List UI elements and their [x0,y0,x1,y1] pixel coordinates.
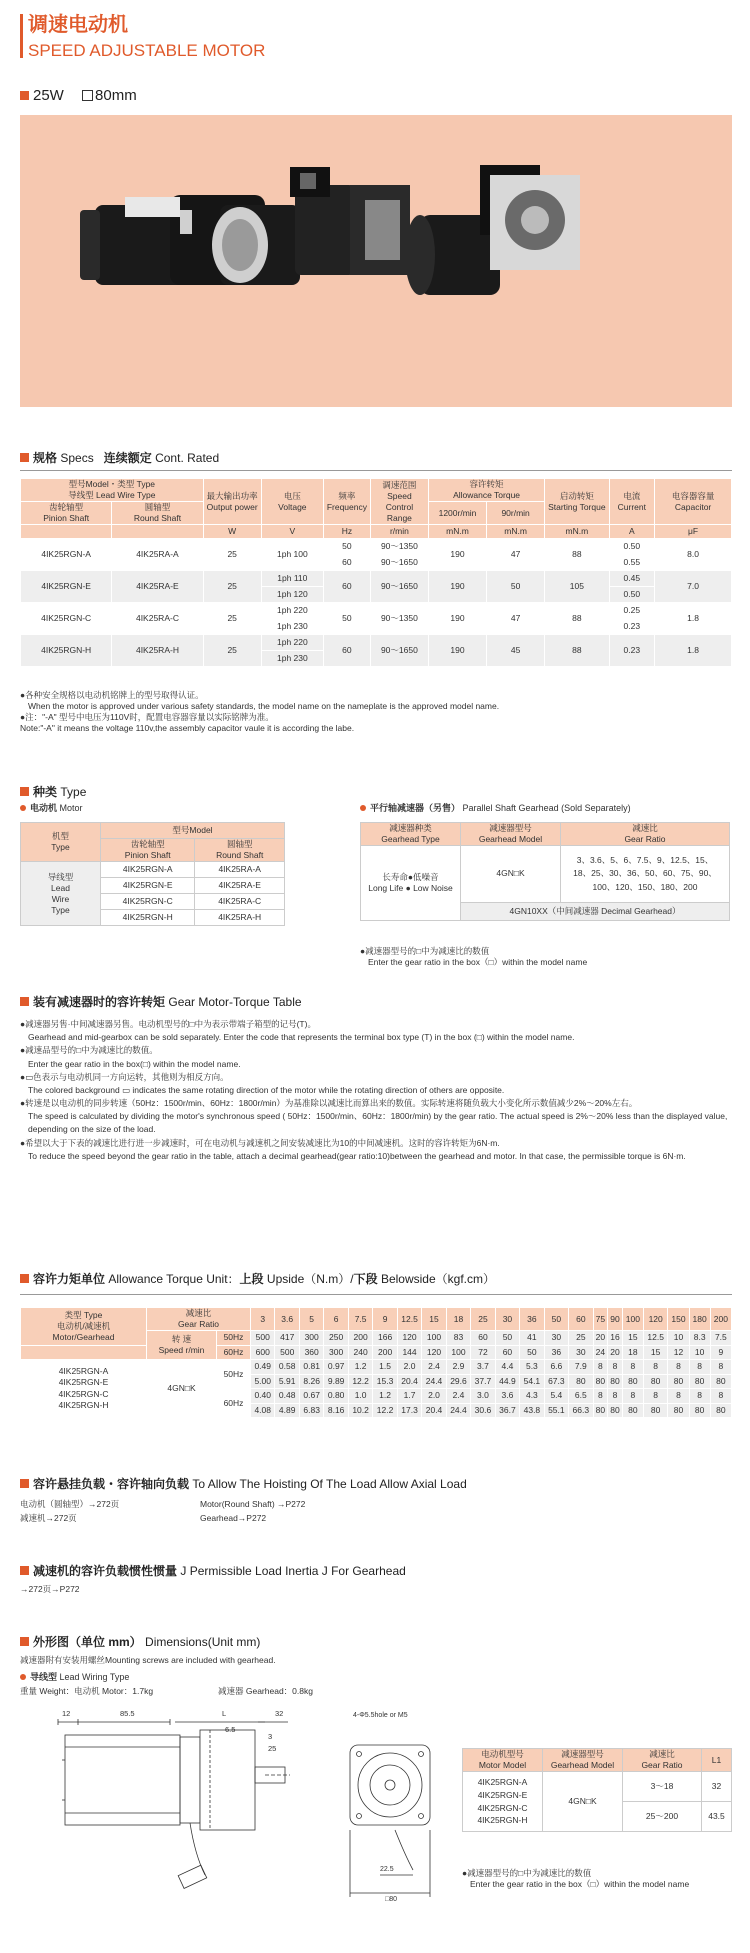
table-cell: 2.4 [446,1389,470,1404]
type-heading: 种类 Type [20,785,86,801]
table-cell: 2.9 [446,1360,470,1375]
table-cell: 80 [569,1374,593,1389]
table-row: 25～200 43.5 [463,1802,732,1832]
allowance-heading: 容许力矩单位 Allowance Torque Unit：上段 Upside（N.m）/下段 Belowside（kgf.cm） [20,1272,495,1288]
table-cell: 8 [689,1360,710,1375]
table-cell: 9 [373,1308,397,1331]
table-cell: 9 [710,1345,731,1360]
specs-th-model: 型号Model・类型 Type 导线型 Lead Wire Type [21,479,204,502]
table-cell: 24.4 [446,1403,470,1418]
bullet-square-icon [20,1566,29,1575]
table-cell: 16 [608,1331,623,1346]
table-cell: 83 [446,1331,470,1346]
bullet-square-icon [20,1637,29,1646]
table-cell: 80 [643,1374,667,1389]
table-cell: 67.3 [544,1374,568,1389]
bullet-square-icon [20,1479,29,1488]
table-cell: 30 [544,1331,568,1346]
table-cell: 10 [689,1345,710,1360]
table-cell: 200 [710,1308,731,1331]
table-cell: 6.6 [544,1360,568,1375]
table-cell: 50 [544,1308,568,1331]
table-cell: 3.7 [471,1360,495,1375]
table-row: 60 90～1650 0.55 [21,555,732,571]
dim-label: 32 [275,1709,284,1718]
table-cell: 80 [593,1374,608,1389]
table-cell: 12 [668,1345,689,1360]
torque-notes: ●减速器另售·中间减速器另售。电动机型号的□中为表示带端子箱型的记号(T)。 Gearhead and mid-gearbox can be sold separately. Enter the code that represents the terminal box type (T) in the box (□) within the model name. ●减速品型号的□中为减速比的数值。 Enter the gear ratio in the box(□) within the model name. ●▭色表示与电动机同一方向运转，其他则为相反方向。 The colored background ▭ indicates the same rotating direction of the motor while the rotating direction of others are opposite. ●转速是以电动机的同步转速（50Hz：1500r/min、60Hz：1800r/min）为基准除以减速比而算出来的数值。实际转速将随负载大小变化所示数值减少2%～20%左右。 The speed is calculated by dividing the motor's synchronous speed ( 50Hz：1500r/min、60Hz：1800r/min) by the gear ratio. The actual speed is 2%～20% less than the displayed value, depending on the size of the load. ●希望以大于下表的减速比进行进一步减速时，可在电动机与减速机之间安装减速比为10的中间减速机。这时的容许转矩为6N·m. To reduce the speed beyond the gear ratio in the table, attach a decimal gearhead(gear ratio:10)between the gearhead and motor. In that case, the permissible torque is 6N·m. [20,1019,728,1161]
table-cell: 36.7 [495,1403,519,1418]
table-cell: 55.1 [544,1403,568,1418]
table-cell: 80 [608,1374,623,1389]
dim-label: 25 [268,1744,277,1753]
table-cell: 8 [622,1360,643,1375]
table-cell: 3.6 [275,1308,299,1331]
table-cell: 360 [299,1345,323,1360]
motor-subheading: 电动机 Motor [20,803,83,815]
table-cell: 4.08 [251,1403,275,1418]
table-cell: 100 [622,1308,643,1331]
table-cell: 25 [471,1308,495,1331]
table-row: 4IK25RGN-E 4IK25RA-E [21,878,285,894]
table-cell: 100 [422,1331,446,1346]
table-cell: 25 [569,1331,593,1346]
table-cell: 43.8 [520,1403,544,1418]
table-cell: 1.2 [348,1360,372,1375]
table-cell: 24.4 [422,1374,446,1389]
table-cell: 60 [495,1345,519,1360]
weight-gearhead: 减速器 Gearhead：0.8kg [218,1686,313,1696]
bullet-square-icon [20,91,29,100]
table-cell: 54.1 [520,1374,544,1389]
table-cell: 0.81 [299,1360,323,1375]
inertia-link[interactable]: →272页→P272 [20,1584,80,1594]
table-cell: 0.97 [324,1360,348,1375]
allowance-table: 类型 Type 电动机/减速机 Motor/Gearhead 减速比 Gear Ratio 3 3.6 5 6 7.5 9 12.5 15 18 25 30 36 50 60 75 90 100 120 150 180 200 转 速 Speed r/min 50Hz 500 417 300 250 200 166 120 100 83 60 50 41 30 25 20 16 15 12.5 10 8.3 7.5 60Hz 600 500 360 300 240 200 144 120 100 72 60 50 36 30 24 20 18 15 12 10 9 4IK25RGN-A 4IK25RGN-E 4IK25RGN-C 4IK25RGN-H 4GN□K 50Hz 0.49 0.58 0.81 0.97 1.2 1.5 2.0 2.4 2.9 3.7 4.4 5.3 6.6 7.9 8 8 8 8 8 8 8 5.00 5.91 8.26 9.89 12.2 15.3 20.4 24.4 29.6 37.7 44.9 54.1 67.3 80 80 80 80 80 80 80 80 60Hz 0.40 0.48 0.67 0.80 1.0 1.2 1.7 2.0 2.4 3.0 3.6 4.3 5.4 6.5 8 8 8 8 8 8 8 4.08 4.89 6.83 8.16 10.2 12.2 17.3 20.4 24.4 30.6 36.7 43.8 55.1 66.3 80 80 80 80 80 80 80 [20,1307,732,1418]
specs-notes: ●各种安全规格以电动机铭牌上的型号取得认证。 When the motor is approved under various safety standards, the model name on the nameplate is the approved model name. ●注："-A" 型号中电压为110V时，配置电容器容量以实际铭牌为准。 Note:"-A" it means the voltage 110v,the assembly capacitor vaule it is according the labe. [20,690,500,734]
table-cell: 18 [622,1345,643,1360]
power-value: 25W [33,87,64,104]
table-row: 4IK25RGN-A 4IK25RA-A 25 1ph 100 50 90～1350 190 47 88 0.50 8.0 [21,539,732,555]
table-cell: 2.4 [422,1360,446,1375]
table-cell: 20 [593,1331,608,1346]
table-row: 导线型 Lead Wire Type 4IK25RGN-A 4IK25RA-A [21,862,285,878]
table-cell: 7.5 [710,1331,731,1346]
table-cell: 417 [275,1331,299,1346]
gearhead-table: 减速器种类 Gearhead Type 减速器型号 Gearhead Model 减速比 Gear Ratio 长寿命●低噪音 Long Life ● Low Noise 4GN□K 3、3.6、5、6、7.5、9、12.5、15、18、25、30、36、50、60、75、90、100、120、150、180、200 4GN10XX（中间减速器 Decimal Gearhead） [360,822,730,921]
table-cell: 0.80 [324,1389,348,1404]
table-cell: 180 [689,1308,710,1331]
table-cell: 50 [495,1331,519,1346]
table-cell: 0.49 [251,1360,275,1375]
table-cell: 3 [251,1308,275,1331]
bullet-dot-icon [20,805,26,811]
dimension-table: 电动机型号 Motor Model 减速器型号 Gearhead Model 减速比 Gear Ratio L1 4IK25RGN-A 4IK25RGN-E 4IK25RGN-C 4IK25RGN-H 4GN□K 3～18 32 25～200 43.5 [462,1748,732,1832]
table-row: 1ph 230 0.23 [21,619,732,635]
table-cell: 15.3 [373,1374,397,1389]
table-cell: 3.6 [495,1389,519,1404]
table-cell: 24 [593,1345,608,1360]
table-cell: 1.5 [373,1360,397,1375]
table-cell: 166 [373,1331,397,1346]
table-cell: 1.0 [348,1389,372,1404]
weight-motor: 重量 Weight：电动机 Motor：1.7kg [20,1686,154,1696]
table-cell: 4.4 [495,1360,519,1375]
hollow-square-icon [82,90,93,101]
table-cell: 120 [422,1345,446,1360]
dim-label: 6.5 [225,1725,236,1734]
table-cell: 5.3 [520,1360,544,1375]
dimensions-heading: 外形图（单位 mm） Dimensions(Unit mm) [20,1635,260,1651]
table-cell: 66.3 [569,1403,593,1418]
dim-label: 4-Φ5.5hole or M5 [353,1712,408,1719]
table-cell: 8 [593,1389,608,1404]
bullet-square-icon [20,453,29,462]
motor-photo-2 [212,167,410,285]
table-cell: 144 [397,1345,421,1360]
table-cell: 41 [520,1331,544,1346]
table-cell: 200 [373,1345,397,1360]
bullet-dot-icon [360,805,366,811]
table-cell: 100 [446,1345,470,1360]
table-cell: 20.4 [422,1403,446,1418]
table-cell: 80 [622,1374,643,1389]
table-cell: 5 [299,1308,323,1331]
table-cell: 80 [622,1403,643,1418]
table-row: 4IK25RGN-A 4IK25RGN-E 4IK25RGN-C 4IK25RGN-H 4GN□K 3～18 32 [463,1772,732,1802]
table-cell: 37.7 [471,1374,495,1389]
table-cell: 2.0 [397,1360,421,1375]
inertia-heading: 减速机的容许负载惯性惯量 J Permissible Load Inertia J For Gearhead [20,1564,406,1580]
spec-line [20,86,137,106]
table-cell: 500 [251,1331,275,1346]
gearhead-note: ●减速器型号的□中为减速比的数值 Enter the gear ratio in the box（□）within the model name [360,946,588,968]
hoist-links-left: 电动机（圆轴型）→272页 减速机→272页 [20,1499,120,1523]
table-cell: 30 [569,1345,593,1360]
table-cell: 0.40 [251,1389,275,1404]
table-cell: 8.26 [299,1374,323,1389]
table-cell: 80 [668,1403,689,1418]
table-cell: 8 [643,1360,667,1375]
table-cell: 60 [569,1308,593,1331]
table-cell: 8 [710,1389,731,1404]
table-cell: 250 [324,1331,348,1346]
dim-label: 85.5 [120,1709,135,1718]
table-cell: 5.00 [251,1374,275,1389]
table-cell: 36 [544,1345,568,1360]
table-cell: 8 [689,1389,710,1404]
dim-label: L [222,1709,227,1718]
torque-heading: 装有减速器时的容许转矩 Gear Motor-Torque Table [20,995,302,1011]
motor-type-table: 机型 Type 型号Model 齿轮轴型 Pinion Shaft 圆轴型 Round Shaft 导线型 Lead Wire Type 4IK25RGN-A 4IK25RA-A 4IK25RGN-E 4IK25RA-E 4IK25RGN-C 4IK25RA-C 4IK25RGN-H 4IK25RA-H [20,822,285,926]
table-cell: 8 [710,1360,731,1375]
table-cell: 8 [668,1389,689,1404]
table-cell: 12.2 [348,1374,372,1389]
table-cell: 1.7 [397,1389,421,1404]
table-cell: 6.83 [299,1403,323,1418]
table-cell: 8 [608,1389,623,1404]
table-cell: 30 [495,1308,519,1331]
table-cell: 6 [324,1308,348,1331]
table-cell: 5.4 [544,1389,568,1404]
table-cell: 7.5 [348,1308,372,1331]
table-cell: 60 [471,1331,495,1346]
table-cell: 9.89 [324,1374,348,1389]
table-cell: 80 [643,1403,667,1418]
table-cell: 15 [422,1308,446,1331]
dim-label: 22.5 [380,1866,394,1873]
table-row: 4IK25RGN-C 4IK25RA-C [21,894,285,910]
bullet-square-icon [20,997,29,1006]
table-cell: 80 [593,1403,608,1418]
dimension-note: ●减速器型号的□中为减速比的数值 Enter the gear ratio in the box（□）within the model name [462,1868,690,1890]
table-cell: 50 [520,1345,544,1360]
table-cell: 72 [471,1345,495,1360]
table-row: 4IK25RGN-H 4IK25RA-H 25 1ph 220 60 90～1650 190 45 88 0.23 1.8 [21,635,732,651]
table-row: 1ph 120 0.50 [21,587,732,603]
divider [20,470,732,471]
table-cell: 300 [324,1345,348,1360]
header-accent-bar [20,14,23,58]
table-cell: 7.9 [569,1360,593,1375]
table-cell: 8 [643,1389,667,1404]
table-cell: 8 [622,1389,643,1404]
specs-table: 型号Model・类型 Type 导线型 Lead Wire Type 最大输出功率 Output power 电压 Voltage 频率 Frequency 调速范围 Speed Control Range 容许转矩 Allowance Torque 启动转矩 Starting Torque 电流 Current 电容器容量 Capacitor 齿轮轴型 Pinion Shaft 圆轴型 Round Shaft 1200r/min 90r/min W V Hz r/min mN.m mN.m mN.m A μF 4IK25RGN-A 4IK25RA-A 25 1ph 100 50 90～1350 190 47 88 0.50 8.0 60 90～1650 0.55 4IK25RGN-E 4IK25RA-E 25 1ph 110 60 90～1650 190 50 105 0.45 7.0 1ph 120 0.50 4IK25RGN-C 4IK25RA-C 25 1ph 220 50 90～1350 190 47 88 0.25 1.8 1ph 230 0.23 4IK25RGN-H 4IK25RA-H 25 1ph 220 60 90～1650 190 45 88 0.23 1.8 1ph 230 [20,478,732,667]
table-cell: 12.2 [373,1403,397,1418]
table-cell: 12.5 [397,1308,421,1331]
table-cell: 80 [710,1403,731,1418]
table-cell: 80 [710,1374,731,1389]
table-cell: 120 [643,1308,667,1331]
table-row: 4IK25RGN-H 4IK25RA-H [21,910,285,926]
table-cell: 90 [608,1308,623,1331]
table-cell: 6.5 [569,1389,593,1404]
table-cell: 300 [299,1331,323,1346]
table-row: 4IK25RGN-C 4IK25RA-C 25 1ph 220 50 90～1350 190 47 88 0.25 1.8 [21,603,732,619]
table-cell: 0.58 [275,1360,299,1375]
table-cell: 5.91 [275,1374,299,1389]
table-cell: 10 [668,1331,689,1346]
frame-value: 80mm [95,87,137,104]
dim-label: 3 [268,1732,273,1741]
gearhead-subheading: 平行轴减速器（另售） Parallel Shaft Gearhead (Sold Separately) [360,803,631,815]
table-cell: 8 [608,1360,623,1375]
table-cell: 80 [689,1374,710,1389]
table-cell: 0.48 [275,1389,299,1404]
table-cell: 8 [668,1360,689,1375]
table-cell: 15 [643,1345,667,1360]
table-cell: 10.2 [348,1403,372,1418]
motor-side-drawing [20,1705,360,1905]
hoist-heading: 容许悬挂负载・容许轴向负载 To Allow The Hoisting Of The Load Allow Axial Load [20,1477,467,1493]
table-cell: 12.5 [643,1331,667,1346]
table-cell: 2.0 [422,1389,446,1404]
table-cell: 30.6 [471,1403,495,1418]
table-cell: 36 [520,1308,544,1331]
table-cell: 29.6 [446,1374,470,1389]
table-cell: 1.2 [373,1389,397,1404]
dim-note: 减速器附有安装用螺丝Mounting screws are included with gearhead. [20,1655,276,1665]
table-cell: 120 [397,1331,421,1346]
table-cell: 18 [446,1308,470,1331]
bullet-dot-icon [20,1674,26,1680]
hoist-links-right: Motor(Round Shaft) →P272 Gearhead→P272 [200,1499,306,1523]
table-cell: 8 [593,1360,608,1375]
table-cell: 8.16 [324,1403,348,1418]
table-cell: 240 [348,1345,372,1360]
table-cell: 500 [275,1345,299,1360]
page-subtitle: SPEED ADJUSTABLE MOTOR [28,41,266,60]
table-cell: 4.3 [520,1389,544,1404]
table-row: 4IK25RGN-E 4IK25RA-E 25 1ph 110 60 90～1650 190 50 105 0.45 7.0 [21,571,732,587]
table-cell: 3.0 [471,1389,495,1404]
table-cell: 200 [348,1331,372,1346]
table-cell: 150 [668,1308,689,1331]
divider [20,1294,732,1295]
bullet-square-icon [20,1274,29,1283]
motor-photos [20,115,732,407]
table-row: 1ph 230 [21,651,732,667]
table-cell: 80 [689,1403,710,1418]
table-cell: 600 [251,1345,275,1360]
table-cell: 80 [668,1374,689,1389]
table-cell: 15 [622,1331,643,1346]
motor-photo-3 [405,165,580,295]
table-cell: 20.4 [397,1374,421,1389]
table-cell: 4.89 [275,1403,299,1418]
table-cell: 20 [608,1345,623,1360]
table-cell: 0.67 [299,1389,323,1404]
page-title: 调速电动机 [28,14,128,36]
dim-label: 12 [62,1709,71,1718]
lead-wiring-subheading: 导线型 Lead Wiring Type [20,1672,129,1684]
motor-front-drawing [335,1705,445,1905]
table-cell: 44.9 [495,1374,519,1389]
table-cell: 75 [593,1308,608,1331]
table-cell: 17.3 [397,1403,421,1418]
product-photo-panel [20,115,732,407]
table-cell: 8.3 [689,1331,710,1346]
specs-heading: 规格 Specs 连续额定 Cont. Rated [20,451,219,467]
table-cell: 80 [608,1403,623,1418]
dim-label: □80 [385,1896,398,1903]
bullet-square-icon [20,787,29,796]
